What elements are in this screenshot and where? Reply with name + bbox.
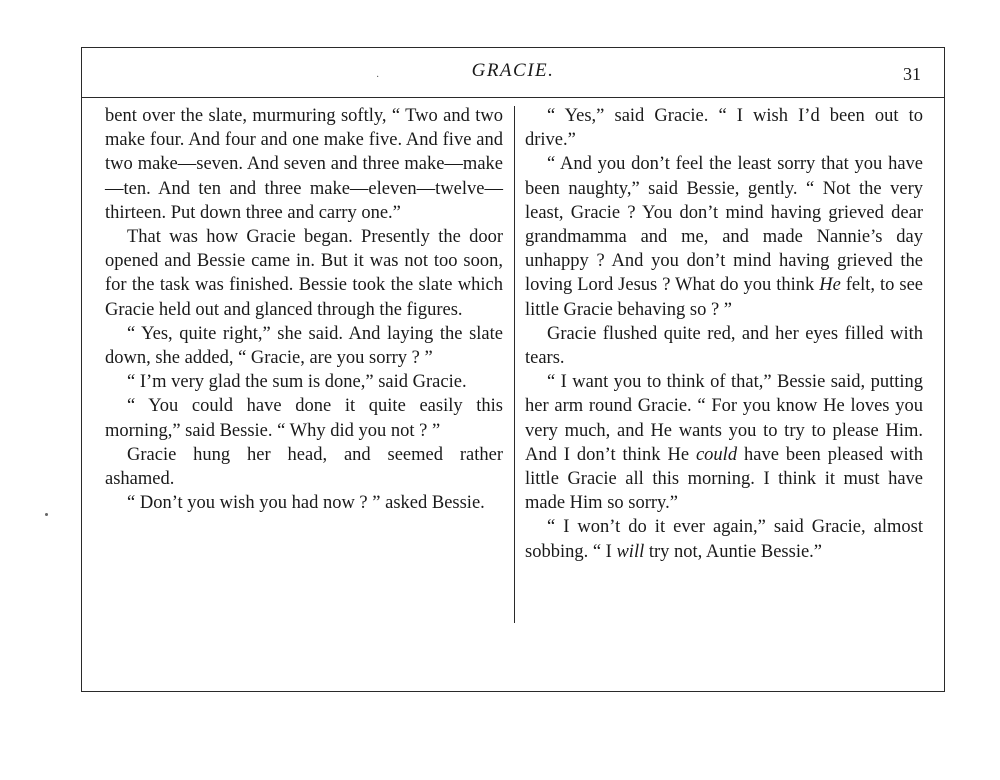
page-number: 31 — [903, 64, 921, 84]
paragraph: “ You could have done it quite easily this morning,” said Bessie. “ Why did you not ? ” — [105, 396, 503, 441]
paragraph: “ I want you to think of that,” Bessie said, putting her arm round Gracie. “ For you know He loves you very much, and He wants you to try to please Him. And I don’t think He could have been pleased with little Gracie all this morning. I think it must have made Him so sorry.” — [525, 372, 923, 514]
paragraph: “ Yes, quite right,” she said. And laying the slate down, she added, “ Gracie, are you sorry ? ” — [105, 323, 503, 369]
emphasis: will — [616, 541, 645, 562]
paragraph: “ I won’t do it ever again,” said Gracie, almost sobbing. “ I will try not, Auntie Bessie.” — [525, 517, 923, 562]
paragraph: bent over the slate, murmuring softly, “ Two and two make four. And four and one make five. And five and two make—seven. And seven and three make—make—ten. And ten and three make—eleven—twelve—thirteen. Put down three and carry one.” — [105, 106, 503, 223]
running-head: GRACIE. — [471, 60, 555, 81]
paragraph: “ Don’t you wish you had now ? ” asked Bessie. — [127, 493, 485, 514]
paragraph: “ I’m very glad the sum is done,” said Gracie. — [127, 372, 467, 393]
emphasis: could — [695, 444, 738, 465]
emphasis: He — [819, 275, 841, 296]
header-rule — [81, 97, 945, 98]
paragraph: “ Yes,” said Gracie. “ I wish I’d been out to drive.” — [525, 106, 923, 151]
paragraph: “ And you don’t feel the least sorry that you have been naughty,” said Bessie, gently. “ Not the very least, Gracie ? You don’t mind having grieved dear grandmamma and me, and made Nannie’s day unhappy ? And you don’t mind having grieved the loving Lord Jesus ? What do you think He felt, to see little Gracie behaving so ? ” — [525, 154, 923, 320]
left-column — [105, 104, 503, 515]
column-divider — [514, 106, 515, 623]
paragraph: Gracie hung her head, and seemed rather ashamed. — [105, 444, 503, 490]
header-mark: · — [376, 72, 380, 83]
paragraph: That was how Gracie began. Presently the door opened and Bessie came in. But it was not too soon, for the task was finished. Bessie took the slate which Gracie held out and glanced through the figures. — [105, 227, 503, 320]
stray-dot — [45, 513, 48, 516]
paragraph: Gracie flushed quite red, and her eyes filled with tears. — [525, 323, 923, 369]
right-column — [525, 104, 923, 564]
